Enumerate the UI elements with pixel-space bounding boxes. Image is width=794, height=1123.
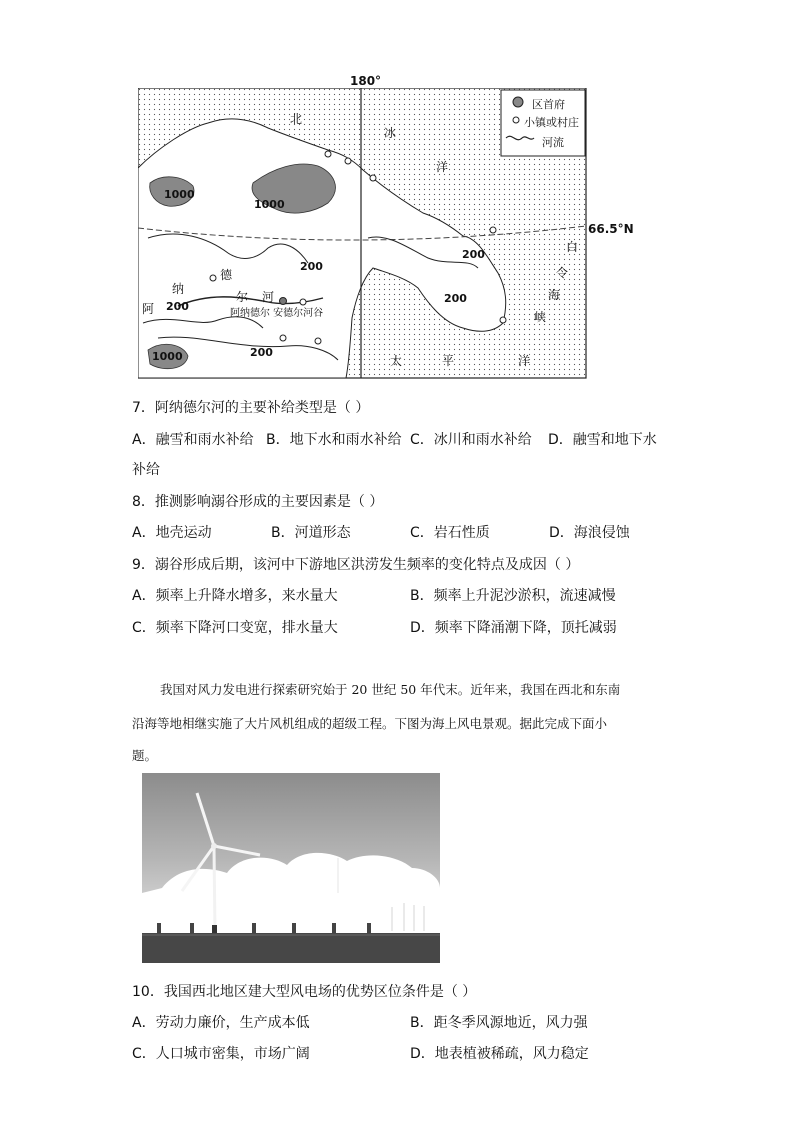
- passage-line: 题。: [132, 748, 158, 763]
- town-marker: [490, 227, 496, 233]
- meridian-label: 180°: [350, 74, 382, 88]
- town-marker: [280, 335, 286, 341]
- legend-town-icon: [513, 117, 519, 123]
- foundation: [252, 923, 256, 933]
- q10-option-a: A．劳动力廉价，生产成本低: [132, 1015, 310, 1031]
- cloud: [142, 892, 440, 933]
- q8-option-b: B．河道形态: [271, 525, 351, 541]
- wind-farm-photo: [142, 773, 440, 963]
- sea-char: 平: [442, 354, 455, 368]
- sea-char: 峡: [534, 310, 547, 324]
- sea-char: 白: [566, 240, 579, 254]
- q8-option-a: A．地壳运动: [132, 525, 212, 541]
- q9-option-b: B．频率上升泥沙淤积，流速减慢: [410, 588, 616, 604]
- q8-option-d: D．海浪侵蚀: [549, 525, 630, 541]
- wind-farm-graphic: [142, 773, 440, 963]
- foundation: [212, 925, 217, 933]
- contour-label: 200: [462, 248, 485, 261]
- q8-stem: 8．推测影响溺谷形成的主要因素是（ ）: [132, 494, 384, 510]
- q9-stem: 9．溺谷形成后期，该河中下游地区洪涝发生频率的变化特点及成因（ ）: [132, 557, 580, 573]
- contour-label: 1000: [254, 198, 285, 211]
- river-char: 纳: [172, 282, 185, 296]
- foundation: [332, 923, 336, 933]
- town-marker: [210, 275, 216, 281]
- q7-option-b: B．地下水和雨水补给: [266, 432, 402, 448]
- legend-capital-label: 区首府: [532, 98, 565, 111]
- latitude-label: 66.5°N: [588, 222, 634, 236]
- river-char: 德: [220, 268, 233, 282]
- sea-char: 海: [548, 288, 561, 302]
- contour-label: 200: [166, 300, 189, 313]
- sea-char: 太: [390, 354, 403, 368]
- q7-option-d: D．融雪和地下水: [548, 432, 657, 448]
- legend-capital-icon: [513, 97, 523, 107]
- q9-option-a: A．频率上升降水增多，来水量大: [132, 588, 338, 604]
- passage-line: 我国对风力发电进行探索研究始于 20 世纪 50 年代末。近年来，我国在西北和东南: [160, 682, 621, 697]
- foundation: [367, 923, 371, 933]
- sea-char: 冰: [384, 126, 397, 140]
- foundation: [190, 923, 194, 933]
- town-marker: [345, 158, 351, 164]
- contour-label: 200: [250, 346, 273, 359]
- river-char: 河: [262, 290, 275, 304]
- q7-option-d-cont: 补给: [132, 462, 160, 478]
- turbine-blade: [197, 793, 214, 846]
- contour-label: 1000: [152, 350, 183, 363]
- contour-label: 200: [444, 292, 467, 305]
- sea-char: 令: [556, 266, 569, 280]
- passage-line: 沿海等地相继实施了大片风机组成的超级工程。下图为海上风电景观。据此完成下面小: [132, 716, 608, 731]
- contour-label: 1000: [164, 188, 195, 201]
- town-marker: [315, 338, 321, 344]
- q8-option-c: C．岩石性质: [410, 525, 490, 541]
- contour-label: 200: [300, 260, 323, 273]
- q10-option-d: D．地表植被稀疏，风力稳定: [410, 1046, 589, 1062]
- place-label: 阿纳德尔 安德尔河谷: [230, 308, 324, 319]
- turbine-tower: [214, 848, 215, 933]
- legend-town-label: 小镇或村庄: [524, 116, 579, 129]
- map-figure: [132, 72, 632, 382]
- sea-char: 洋: [436, 160, 449, 174]
- town-marker: [325, 151, 331, 157]
- sea: [142, 933, 440, 963]
- q7-option-c: C．冰川和雨水补给: [410, 432, 532, 448]
- q7-option-a: A．融雪和雨水补给: [132, 432, 254, 448]
- legend-river-label: 河流: [542, 136, 564, 149]
- q9-option-d: D．频率下降涌潮下降，顶托减弱: [410, 620, 617, 636]
- town-marker: [370, 175, 376, 181]
- q10-option-b: B．距冬季风源地近，风力强: [410, 1015, 588, 1031]
- sea-char: 北: [290, 112, 303, 126]
- foundation: [157, 923, 161, 933]
- river-char: 尔: [236, 290, 249, 304]
- q10-stem: 10．我国西北地区建大型风电场的优势区位条件是（ ）: [132, 984, 477, 1000]
- q9-option-c: C．频率下降河口变宽，排水量大: [132, 620, 338, 636]
- foundation: [292, 923, 296, 933]
- q7-stem: 7．阿纳德尔河的主要补给类型是（ ）: [132, 400, 370, 416]
- sea-char: 洋: [518, 354, 531, 368]
- map-graphic: [138, 88, 598, 380]
- q10-option-c: C．人口城市密集，市场广阔: [132, 1046, 310, 1062]
- turbine-blade: [214, 846, 260, 855]
- river-char: 阿: [142, 302, 155, 316]
- town-marker: [500, 317, 506, 323]
